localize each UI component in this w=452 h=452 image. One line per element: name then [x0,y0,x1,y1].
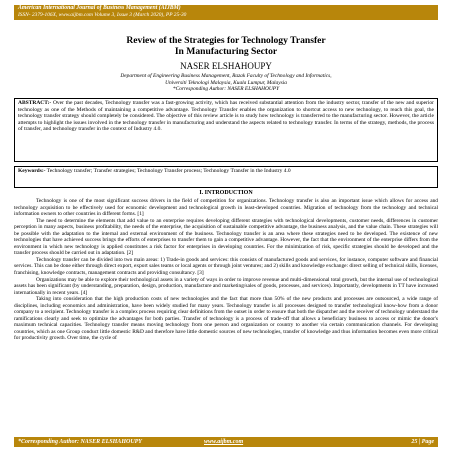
keywords-label: Keywords:- [18,168,46,174]
journal-meta: ISSN- 2379-106X, www.aijbm.com Volume 3, Issue 3 (March 2020), PP 25-30 [18,12,187,18]
journal-name: American International Journal of Business Management (AIJBM) [18,5,181,11]
affiliation-line-2: Universiti Teknologi Malaysia, Kuala Lumpur, Malaysia [165,79,287,86]
body-paragraph: The need to determine the elements that add value to an enterprise requires developing different strategies with technological developments, customer needs, differences in customer perception in many aspects, business profitability, the needs of the enterprise, the acquisition of sustainable competitive advantage, the business analysis, and the value chain. These strategies will be possible with the adaptation to the internal and external environment of the business. Technology transfer is an area where these strategies need to be developed. The existence of new technologies that have achieved success brings the efforts of enterprises to transfer them to gain a competitive advantage. However, the fact that the environment of the enterprise differs from the environment in which new technology is applied constitutes a risk factor for enterprises in developing countries. For the minimization of risk, specific strategies should be developed and the transfer process should be carried out in adaptation. [2] [14,217,438,257]
journal-header-bar [14,5,438,20]
introduction-body [14,198,438,434]
page-footer [14,437,438,447]
abstract-box [14,98,438,162]
body-paragraph: Technology is one of the most significant success drivers in the field of competition for organizations. Technology transfer is also an important issue which allows for access and technology acquisition to be effectively used for economic development and technological growth in least-developed countries. Migration of technology from the technology and technical information owners to other countries in different forms. [1] [14,198,438,218]
body-paragraph: Taking into consideration that the high production costs of new technologies and the fact that more than 50% of the new products and processes are outsourced, a wide range of disciplines, including economics and administration, have been widely studied for many years. Technology transfer is all processes designed to transfer technological know-how from a donor company to a recipient. Technology transfer is a complex process requiring clear definitions from the outset in order to ensure that both the dispatcher and the receiver of technology understand the ramifications clearly and seek to optimize the advantages for both parties. Transfer of technology is a process of trade-off that allows a beneficiary business to access or mimic the donor's maximum technical capacities. Technology transfer means moving technology from one person and organization or country to another via certain communication channels. For developing countries, which as one Group conduct little domestic R&D and therefore have little domestic sources of new technologies, transfer of knowledge and thus information becomes even more critical for productivity growth. Over time, the cycle of [14,296,438,342]
abstract-text: Over the past decades, Technology transfer was a fast-growing activity, which has received substantial attention from the industry sector, transfer of the new and superior technology as one of the Methods of maintaining a competitive advantage. Technology Transfer enables the organization to shortcut access to new technology, to reach this goal, the technology transfer strategy should completely be considered. The objective of this review article is to study how technology is transferred to the manufacturing sector. However, the article attempts to highlight the issues involved in the technology transfer in manufacturing and understand the aspects related to technology transfer. In terms of the strategy, methods, the process of transfer, and technology transfer in the context of Industry 4.0. [18,100,435,133]
footer-journal-link[interactable]: www.aijbm.com [204,439,244,445]
abstract-label: ABSTRACT:- [18,100,52,106]
keywords-box [14,166,438,188]
keywords-text: Technology transfer; Transfer strategies; Technology Transfer process; Technology Transfer in the Industry 4.0 [46,168,291,174]
paper-title-line-1: Review of the Strategies for Technology Transfer [126,35,326,46]
body-paragraph: Technology transfer can be divided into two main areas: 1) Trade-in goods and services: this consists of manufactured goods and services, for instance, computer software and financial services. This can be done either through direct export, export sales teams or local agents or through joint ventures; and 2) skills and knowledge exchange: direct selling of technical skills, licenses, franchising, knowledge contracts, management contracts and providing consultancy. [3] [14,256,438,277]
body-paragraph: Organizations may be able to explore their technological assets in a variety of ways in order to improve revenue and multi-dimensional total growth, but the internal use of technological assets has been significant (by understanding, preparation, design, production, manufacture and marketing/sales of goods, processes, and services). Importantly, developments in TT have increased internationally in recent years. [4] [14,276,438,296]
section-heading-introduction: I. INTRODUCTION [199,190,253,196]
footer-page-number: 25 | Page [411,439,434,445]
affiliation-line-3: *Corresponding Author: NASER ELSHAHOUPY [172,86,280,93]
author-name: NASER ELSHAHOUPY [180,61,272,71]
author-affiliation [14,73,438,93]
paper-title-line-2: In Manufacturing Sector [174,46,278,57]
footer-author: *Corresponding Author: NASER ELSHAHOUPY [18,439,142,445]
paper-title [14,35,438,57]
affiliation-line-1: Department of Engineering Business Management, Razak Faculty of Technology and Informatics, [120,73,332,79]
